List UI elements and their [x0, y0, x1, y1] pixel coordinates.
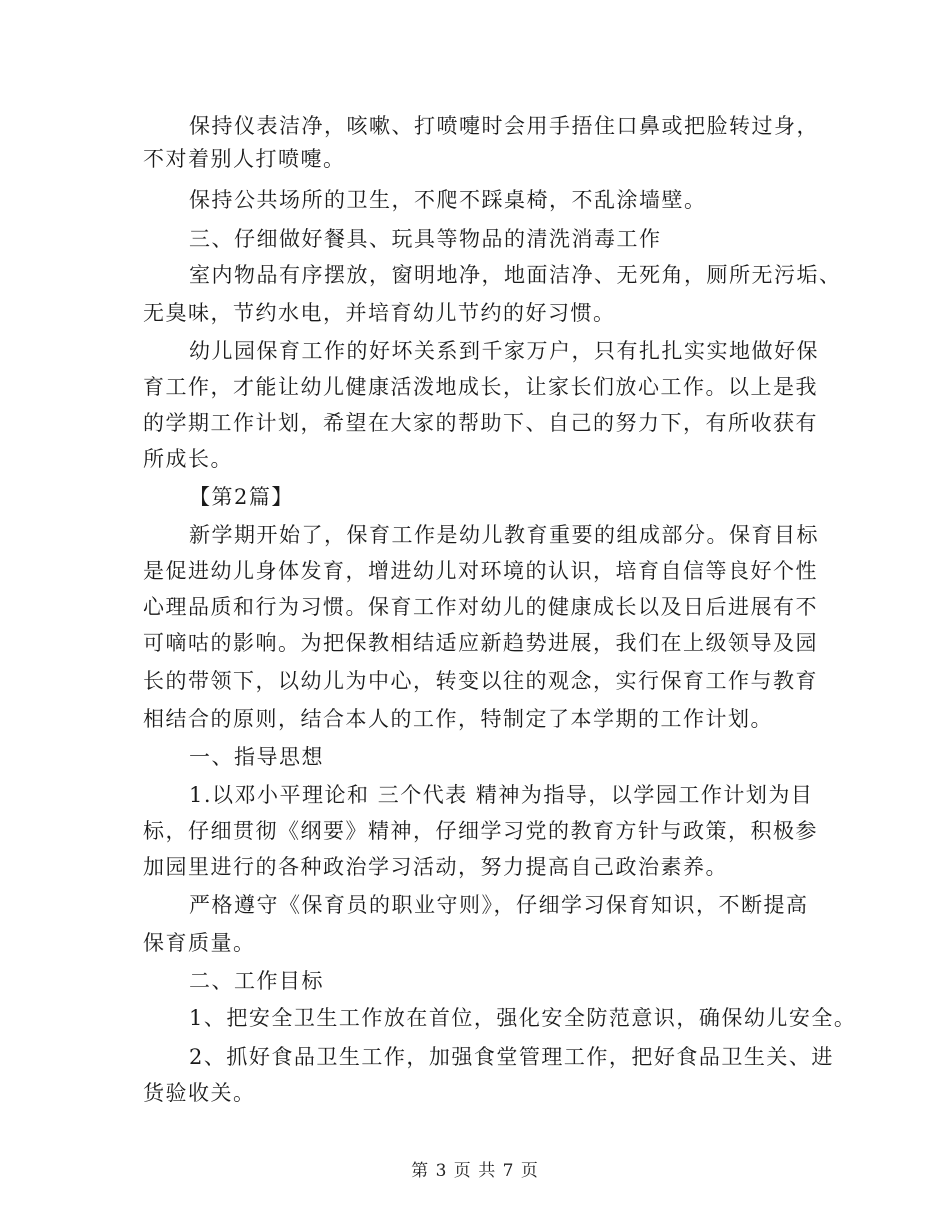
paragraph-line: 可嘀咕的影响。为把保教相结适应新趋势进展，我们在上级领导及园	[143, 631, 818, 655]
section-heading: 二、工作目标	[189, 969, 324, 993]
paragraph-line: 不对着别人打喷嚏。	[143, 147, 346, 171]
paragraph-line: 无臭味，节约水电，并培育幼儿节约的好习惯。	[143, 301, 616, 325]
paragraph-line: 幼儿园保育工作的好坏关系到千家万户，只有扎扎实实地做好保	[189, 339, 819, 363]
paragraph-line: 新学期开始了，保育工作是幼儿教育重要的组成部分。保育目标	[189, 523, 819, 547]
paragraph-line: 1.以邓小平理论和 三个代表 精神为指导，以学园工作计划为目	[189, 783, 814, 807]
section-heading: 一、指导思想	[189, 745, 324, 769]
paragraph-line: 育工作，才能让幼儿健康活泼地成长，让家长们放心工作。以上是我	[143, 375, 818, 399]
paragraph-line: 心理品质和行为习惯。保育工作对幼儿的健康成长以及日后进展有不	[143, 595, 818, 619]
paragraph-line: 相结合的原则，结合本人的工作，特制定了本学期的工作计划。	[143, 707, 773, 731]
page-footer: 第 3 页 共 7 页	[411, 1161, 539, 1181]
paragraph-line: 1、把安全卫生工作放在首位，强化安全防范意识，确保幼儿安全。	[189, 1006, 857, 1030]
paragraph-line: 保育质量。	[143, 931, 256, 955]
paragraph-line: 保持仪表洁净，咳嗽、打喷嚏时会用手捂住口鼻或把脸转过身，	[189, 114, 819, 138]
article-heading: 【第2篇】	[189, 485, 294, 509]
paragraph-line: 是促进幼儿身体发育，增进幼儿对环境的认识，培育自信等良好个性	[143, 559, 818, 583]
paragraph-line: 长的带领下，以幼儿为中心，转变以往的观念，实行保育工作与教育	[143, 669, 818, 693]
section-heading: 三、仔细做好餐具、玩具等物品的清洗消毒工作	[189, 227, 662, 251]
paragraph-line: 标，仔细贯彻《纲要》精神，仔细学习党的教育方针与政策，积极参	[143, 819, 818, 843]
paragraph-line: 的学期工作计划，希望在大家的帮助下、自己的努力下，有所收获有	[143, 411, 818, 435]
paragraph-line: 2、抓好食品卫生工作，加强食堂管理工作，把好食品卫生关、进	[189, 1045, 834, 1069]
paragraph-line: 严格遵守《保育员的职业守则》，仔细学习保育知识，不断提高	[189, 893, 809, 917]
paragraph-line: 保持公共场所的卫生，不爬不踩桌椅，不乱涂墙壁。	[189, 188, 707, 212]
paragraph-line: 所成长。	[143, 447, 233, 471]
paragraph-line: 室内物品有序摆放，窗明地净，地面洁净、无死角，厕所无污垢、	[189, 263, 842, 287]
paragraph-line: 加园里进行的各种政治学习活动，努力提高自己政治素养。	[143, 855, 728, 879]
paragraph-line: 货验收关。	[143, 1081, 256, 1105]
